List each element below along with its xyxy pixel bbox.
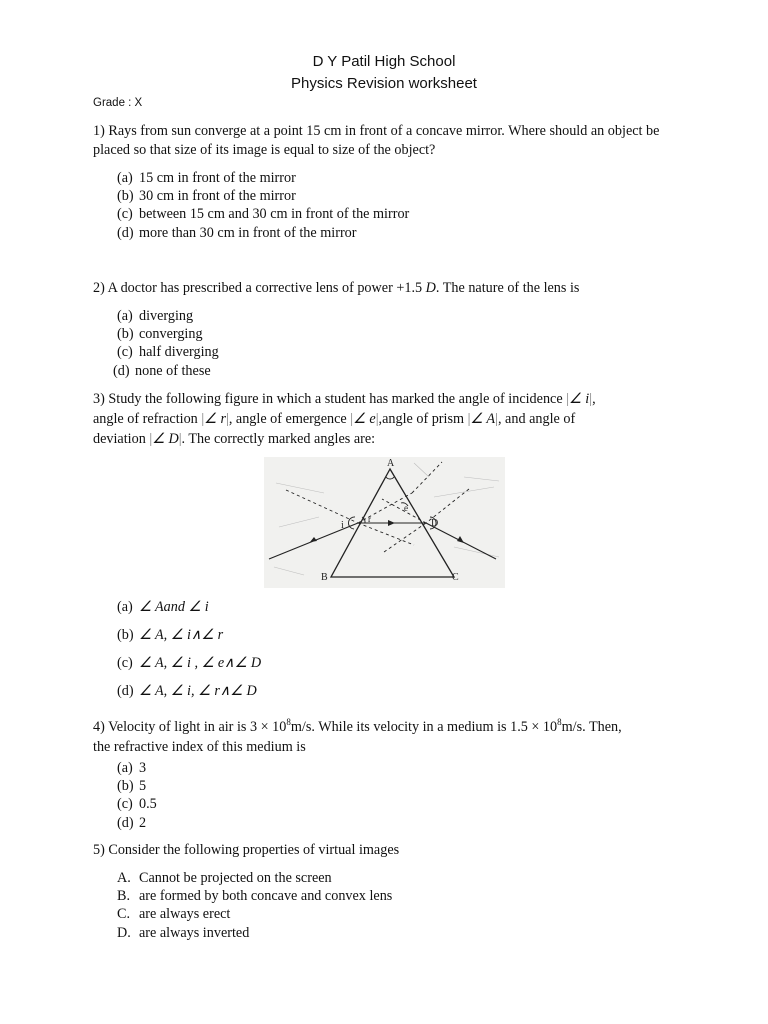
option-label: (b) — [117, 326, 134, 343]
option — [117, 905, 392, 923]
question-3-line-1: 3) Study the following figure in which a student has marked the angle of incidence |∠ i|, — [93, 391, 596, 407]
option-label: (d) — [117, 814, 134, 831]
grade-label: Grade : X — [93, 97, 143, 109]
incidence-angle: ∠ i — [569, 391, 590, 407]
label-a: A — [387, 458, 395, 469]
option-label: (c) — [117, 796, 133, 813]
option-label: B. — [117, 888, 131, 905]
option-label: (c) — [117, 655, 133, 671]
prism-angle: ∠ A — [470, 411, 496, 427]
label-e: e — [404, 503, 408, 513]
air-velocity-exponent: 8 — [286, 717, 291, 727]
option — [117, 759, 157, 777]
option-label: (b) — [117, 188, 134, 205]
option-label: (a) — [117, 170, 133, 186]
option-text: are always inverted — [139, 924, 250, 941]
question-5-options — [117, 869, 392, 942]
question-3-text: , angle of emergence — [228, 411, 347, 427]
question-3-text: deviation — [93, 431, 146, 447]
option — [113, 362, 219, 380]
question-4-line-1 — [93, 712, 693, 737]
air-velocity: 3 × 10 — [249, 719, 287, 735]
emergence-angle: ∠ e — [353, 411, 376, 427]
lens-power: +1.5 — [396, 280, 423, 296]
option-label: (d) — [117, 683, 134, 699]
question-4 — [93, 712, 693, 757]
question-3-text: ,angle of prism — [378, 411, 465, 427]
question-3-text: 3) Study the following figure in which a student has marked the angle of incidence — [93, 391, 563, 407]
option-text: between 15 cm and 30 cm in front of the mirror — [139, 206, 410, 223]
prism-figure — [264, 457, 505, 588]
question-3-option — [117, 655, 261, 672]
question-4-text: 4) Velocity of light in air is — [93, 719, 250, 735]
option-text: 15 cm in front of the mirror — [139, 170, 296, 186]
option — [117, 924, 392, 942]
question-2-options — [113, 307, 219, 380]
option-label: (b) — [117, 778, 134, 795]
option — [117, 814, 157, 832]
question-4-text: m/s. While its velocity in a medium is — [290, 719, 511, 735]
option-text: diverging — [139, 308, 194, 324]
option-text: more than 30 cm in front of the mirror — [139, 224, 357, 241]
question-2-text: 2) A doctor has prescribed a corrective lens of power — [93, 280, 397, 296]
question-4-options — [117, 759, 157, 832]
label-i: i — [341, 520, 344, 531]
option-label: (c) — [117, 344, 133, 361]
question-2 — [93, 279, 683, 298]
question-3-line-3: deviation |∠ D|. The correctly marked angles are: — [93, 431, 376, 447]
option — [117, 887, 392, 905]
option-text: 30 cm in front of the mirror — [139, 188, 296, 205]
option-text: none of these — [135, 362, 211, 379]
option-label: (d) — [117, 224, 134, 241]
option — [117, 307, 219, 325]
question-1-options — [117, 169, 409, 242]
option-label: C. — [117, 906, 131, 923]
option — [117, 205, 409, 223]
option-text: Cannot be projected on the screen — [139, 870, 332, 886]
option-text: ∠ A, ∠ i, ∠ r∧∠ D — [139, 683, 257, 699]
question-3-option — [117, 627, 223, 644]
option-label: (c) — [117, 206, 133, 223]
option-text: 0.5 — [139, 796, 157, 813]
option-label: (a) — [117, 599, 133, 615]
label-b: B — [321, 572, 328, 583]
option — [117, 777, 157, 795]
option-label: (d) — [113, 362, 130, 379]
question-3-line-2: angle of refraction |∠ r|, angle of emergence |∠ e|,angle of prism |∠ A|, and angle of — [93, 411, 576, 427]
refraction-angle: ∠ r — [204, 411, 226, 427]
question-5: 5) Consider the following properties of virtual images — [93, 842, 400, 858]
option — [117, 795, 157, 813]
option-text: are always erect — [139, 906, 231, 923]
label-r: r — [368, 514, 371, 524]
option-text: ∠ A, ∠ i , ∠ e∧∠ D — [139, 655, 262, 671]
question-4-line-2: the refractive index of this medium is — [93, 739, 306, 755]
option-label: D. — [117, 924, 131, 941]
question-4-text: m/s. Then, — [561, 719, 622, 735]
option-text: half diverging — [139, 344, 219, 361]
question-3 — [93, 389, 693, 449]
question-3-text: , and angle of — [497, 411, 576, 427]
option-label: A. — [117, 870, 131, 886]
question-3-option — [117, 599, 209, 616]
school-name: D Y Patil High School — [312, 53, 456, 70]
option-label: (b) — [117, 627, 134, 643]
medium-velocity-exponent: 8 — [557, 717, 562, 727]
question-3-text: . The correctly marked angles are: — [181, 431, 376, 447]
option — [117, 224, 409, 242]
label-c: C — [452, 572, 459, 583]
option-text: 3 — [139, 760, 147, 776]
question-1: 1) Rays from sun converge at a point 15 cm in front of a concave mirror. Where should an object be placed so that size of its image is equal to size of the object? — [93, 123, 660, 158]
option-text: 2 — [139, 814, 147, 831]
power-unit: D — [425, 280, 436, 296]
question-3-option — [117, 683, 257, 700]
option — [117, 325, 219, 343]
deviation-angle: ∠ D — [152, 431, 179, 447]
option-text: ∠ A, ∠ i∧∠ r — [139, 627, 224, 643]
question-2-text-end: . The nature of the lens is — [435, 280, 580, 296]
worksheet-title: Physics Revision worksheet — [291, 75, 477, 92]
label-d: D — [431, 518, 439, 529]
option — [117, 869, 392, 887]
option-label: (a) — [117, 760, 133, 776]
option — [117, 169, 409, 187]
option-text: 5 — [139, 778, 147, 795]
question-3-text: angle of refraction — [93, 411, 198, 427]
option — [117, 343, 219, 361]
option-label: (a) — [117, 308, 133, 324]
option — [117, 187, 409, 205]
option-text: converging — [139, 326, 203, 343]
option-text: ∠ Aand ∠ i — [139, 599, 209, 615]
medium-velocity: 1.5 × 10 — [510, 719, 558, 735]
option-text: are formed by both concave and convex lens — [139, 888, 393, 905]
